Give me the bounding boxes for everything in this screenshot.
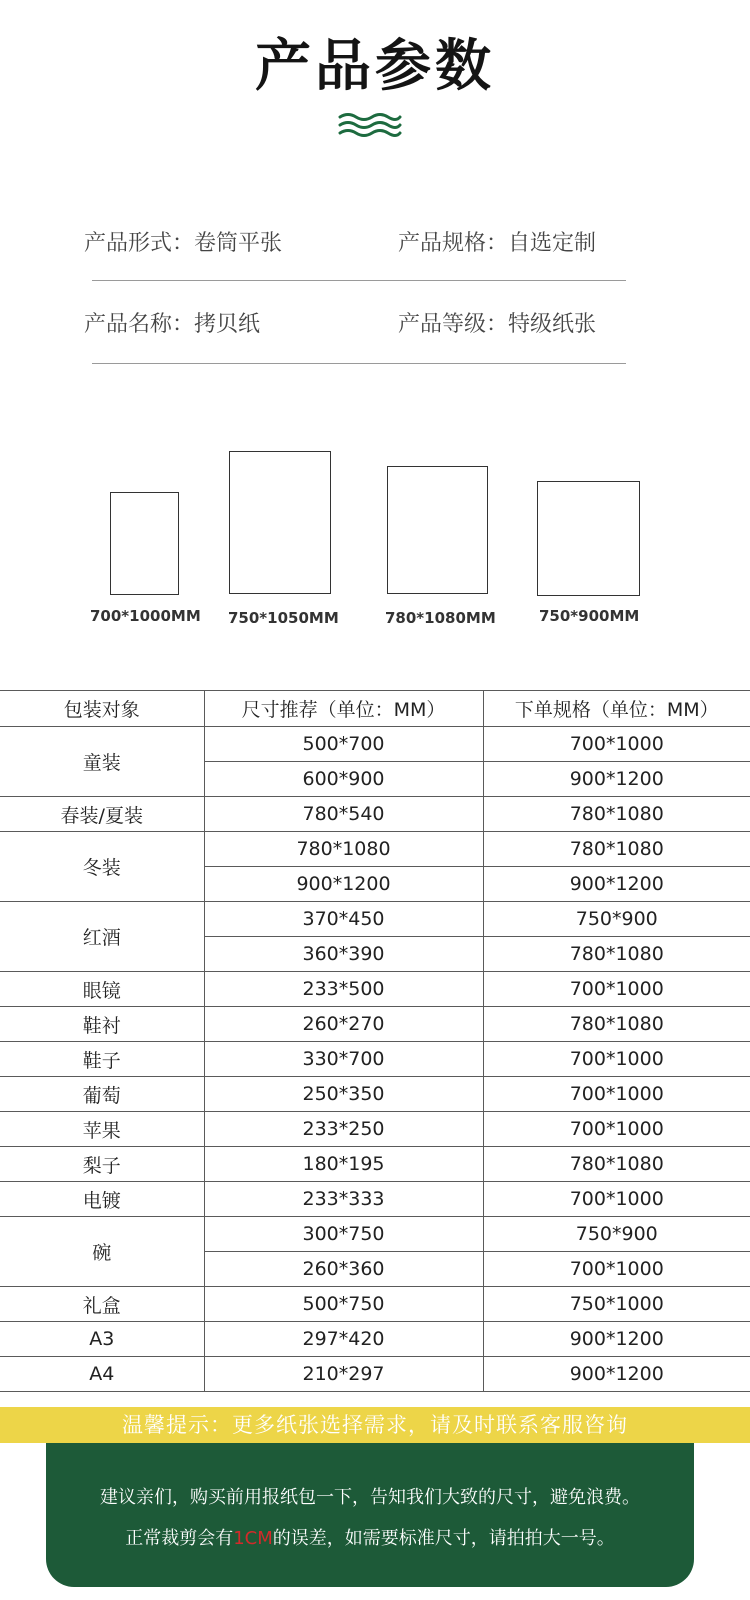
size-label-780x1080: 780*1080MM	[385, 609, 496, 627]
recommended-size-cell: 330*700	[204, 1042, 483, 1077]
recommended-size-cell: 233*500	[204, 972, 483, 1007]
order-spec-cell: 700*1000	[483, 1112, 750, 1147]
info-row-1	[84, 226, 644, 266]
packaging-object-cell: 眼镜	[0, 972, 204, 1007]
header-packaging-object: 包装对象	[0, 691, 204, 727]
recommended-size-cell: 260*270	[204, 1007, 483, 1042]
recommended-size-cell: 600*900	[204, 762, 483, 797]
recommended-size-cell: 500*700	[204, 727, 483, 762]
recommended-size-cell: 900*1200	[204, 867, 483, 902]
packaging-object-cell: 电镀	[0, 1182, 204, 1217]
order-spec-cell: 780*1080	[483, 1147, 750, 1182]
recommended-size-cell: 297*420	[204, 1322, 483, 1357]
recommended-size-cell: 300*750	[204, 1217, 483, 1252]
packaging-object-cell: 葡萄	[0, 1077, 204, 1112]
table-row	[0, 1112, 750, 1147]
order-spec-cell: 780*1080	[483, 797, 750, 832]
recommended-size-cell: 780*540	[204, 797, 483, 832]
recommended-size-cell: 370*450	[204, 902, 483, 937]
packaging-object-cell: 红酒	[0, 902, 204, 972]
recommended-size-cell: 250*350	[204, 1077, 483, 1112]
size-box-750x1050	[229, 451, 331, 594]
packaging-object-cell: 春装/夏装	[0, 797, 204, 832]
packaging-object-cell: 苹果	[0, 1112, 204, 1147]
page-title: 产品参数	[255, 34, 495, 99]
recommended-size-cell: 500*750	[204, 1287, 483, 1322]
table-row	[0, 1217, 750, 1252]
size-label-700x1000: 700*1000MM	[90, 607, 201, 625]
info-divider-2	[92, 363, 626, 364]
table-row	[0, 727, 750, 762]
order-spec-cell: 780*1080	[483, 1007, 750, 1042]
table-header-row	[0, 691, 750, 727]
header-recommended-size: 尺寸推荐（单位：MM）	[204, 691, 483, 727]
size-box-780x1080	[387, 466, 488, 594]
packaging-object-cell: 鞋衬	[0, 1007, 204, 1042]
table-row	[0, 1322, 750, 1357]
order-spec-cell: 900*1200	[483, 1357, 750, 1392]
header-order-spec: 下单规格（单位：MM）	[483, 691, 750, 727]
table-row	[0, 1357, 750, 1392]
packaging-object-cell: A3	[0, 1322, 204, 1357]
order-spec-cell: 700*1000	[483, 1252, 750, 1287]
recommended-size-cell: 180*195	[204, 1147, 483, 1182]
packaging-object-cell: 鞋子	[0, 1042, 204, 1077]
notice-line-1: 建议亲们，购买前用报纸包一下，告知我们大致的尺寸，避免浪费。	[100, 1487, 640, 1508]
table-row	[0, 1287, 750, 1322]
order-spec-cell: 900*1200	[483, 867, 750, 902]
order-spec-cell: 700*1000	[483, 972, 750, 1007]
info-product-spec: 产品规格：自选定制	[398, 231, 597, 256]
packaging-object-cell: 冬装	[0, 832, 204, 902]
notice-card	[46, 1443, 694, 1587]
order-spec-cell: 700*1000	[483, 1182, 750, 1217]
size-box-750x900	[537, 481, 640, 596]
table-row	[0, 1182, 750, 1217]
table-row	[0, 797, 750, 832]
packaging-object-cell: 碗	[0, 1217, 204, 1287]
recommended-size-cell: 233*333	[204, 1182, 483, 1217]
wave-divider-icon	[338, 112, 402, 138]
recommended-size-cell: 233*250	[204, 1112, 483, 1147]
info-product-grade: 产品等级：特级纸张	[398, 312, 597, 337]
packaging-object-cell: 童装	[0, 727, 204, 797]
size-label-750x900: 750*900MM	[539, 607, 640, 625]
order-spec-cell: 900*1200	[483, 1322, 750, 1357]
info-product-form: 产品形式：卷筒平张	[84, 231, 283, 256]
table-row	[0, 902, 750, 937]
table-row	[0, 1042, 750, 1077]
info-product-name: 产品名称：拷贝纸	[84, 312, 261, 337]
error-highlight: 1CM	[233, 1528, 273, 1549]
table-row	[0, 1077, 750, 1112]
notice-line-2: 正常裁剪会有1CM的误差，如需要标准尺寸，请拍拍大一号。	[125, 1528, 615, 1549]
order-spec-cell: 900*1200	[483, 762, 750, 797]
size-label-750x1050: 750*1050MM	[228, 609, 339, 627]
order-spec-cell: 750*900	[483, 902, 750, 937]
recommended-size-cell: 260*360	[204, 1252, 483, 1287]
table-row	[0, 1007, 750, 1042]
recommended-size-cell: 210*297	[204, 1357, 483, 1392]
recommended-size-cell: 360*390	[204, 937, 483, 972]
info-divider-1	[92, 280, 626, 281]
order-spec-cell: 700*1000	[483, 1042, 750, 1077]
packaging-object-cell: 礼盒	[0, 1287, 204, 1322]
packaging-object-cell: A4	[0, 1357, 204, 1392]
packaging-object-cell: 梨子	[0, 1147, 204, 1182]
order-spec-cell: 750*1000	[483, 1287, 750, 1322]
order-spec-cell: 780*1080	[483, 937, 750, 972]
size-box-700x1000	[110, 492, 179, 595]
tip-banner: 温馨提示：更多纸张选择需求，请及时联系客服咨询	[0, 1407, 750, 1443]
order-spec-cell: 700*1000	[483, 727, 750, 762]
table-row	[0, 832, 750, 867]
order-spec-cell: 700*1000	[483, 1077, 750, 1112]
table-row	[0, 972, 750, 1007]
size-recommendation-table	[0, 690, 750, 1392]
order-spec-cell: 750*900	[483, 1217, 750, 1252]
info-row-2	[84, 307, 644, 347]
recommended-size-cell: 780*1080	[204, 832, 483, 867]
table-row	[0, 1147, 750, 1182]
order-spec-cell: 780*1080	[483, 832, 750, 867]
